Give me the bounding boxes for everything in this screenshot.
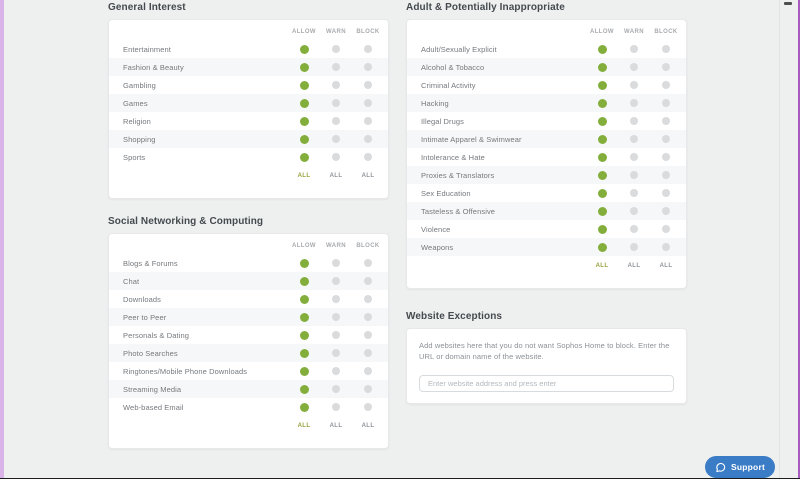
block-radio[interactable] bbox=[352, 313, 384, 321]
allow-dot-icon bbox=[598, 135, 607, 144]
warn-radio[interactable] bbox=[618, 171, 650, 179]
block-radio[interactable] bbox=[352, 331, 384, 339]
category-label: Games bbox=[123, 98, 148, 108]
warn-dot-icon bbox=[332, 135, 340, 143]
block-dot-icon bbox=[364, 259, 372, 267]
panel-adult-inappropriate bbox=[406, 2, 687, 289]
allow-radio[interactable] bbox=[288, 153, 320, 162]
block-dot-icon bbox=[364, 117, 372, 125]
warn-radio[interactable] bbox=[618, 63, 650, 71]
category-card bbox=[406, 19, 687, 289]
category-row bbox=[109, 380, 388, 398]
warn-radio[interactable] bbox=[320, 313, 352, 321]
allow-radio[interactable] bbox=[586, 63, 618, 72]
block-dot-icon bbox=[662, 207, 670, 215]
warn-radio[interactable] bbox=[320, 367, 352, 375]
block-radio[interactable] bbox=[352, 259, 384, 267]
category-label: Tasteless & Offensive bbox=[421, 206, 496, 216]
allow-radio[interactable] bbox=[586, 81, 618, 90]
allow-dot-icon bbox=[300, 313, 309, 322]
allow-radio[interactable] bbox=[288, 403, 320, 412]
block-column-header: BLOCK bbox=[356, 243, 380, 249]
warn-dot-icon bbox=[332, 63, 340, 71]
block-radio[interactable] bbox=[352, 367, 384, 375]
block-dot-icon bbox=[364, 81, 372, 89]
category-card bbox=[108, 233, 389, 449]
category-label: Adult/Sexually Explicit bbox=[421, 44, 497, 54]
warn-dot-icon bbox=[630, 81, 638, 89]
warn-radio[interactable] bbox=[618, 45, 650, 53]
block-radio[interactable] bbox=[650, 207, 682, 215]
warn-dot-icon bbox=[332, 349, 340, 357]
category-label: Weapons bbox=[421, 242, 454, 252]
block-dot-icon bbox=[364, 295, 372, 303]
allow-radio[interactable] bbox=[586, 171, 618, 180]
warn-dot-icon bbox=[332, 277, 340, 285]
allow-radio[interactable] bbox=[586, 243, 618, 252]
block-radio[interactable] bbox=[650, 45, 682, 53]
block-radio[interactable] bbox=[352, 81, 384, 89]
allow-dot-icon bbox=[300, 331, 309, 340]
category-row bbox=[407, 130, 686, 148]
panel-title: Website Exceptions bbox=[406, 311, 503, 322]
panel-title: Adult & Potentially Inappropriate bbox=[406, 2, 565, 13]
block-dot-icon bbox=[364, 403, 372, 411]
block-dot-icon bbox=[364, 331, 372, 339]
allow-dot-icon bbox=[598, 207, 607, 216]
allow-column-header: ALLOW bbox=[590, 29, 614, 35]
allow-radio[interactable] bbox=[288, 135, 320, 144]
website-exceptions-description: Add websites here that you do not want Sophos Home to block. Enter the URL or domain name of the website. bbox=[419, 341, 670, 361]
category-label: Downloads bbox=[123, 294, 162, 304]
category-label: Intimate Apparel & Swimwear bbox=[421, 134, 522, 144]
block-radio[interactable] bbox=[650, 171, 682, 179]
allow-radio[interactable] bbox=[586, 117, 618, 126]
block-dot-icon bbox=[364, 45, 372, 53]
all-warn-button[interactable]: ALL bbox=[329, 173, 343, 179]
allow-dot-icon bbox=[300, 81, 309, 90]
warn-radio[interactable] bbox=[618, 99, 650, 107]
allow-radio[interactable] bbox=[288, 331, 320, 340]
allow-dot-icon bbox=[300, 349, 309, 358]
warn-radio[interactable] bbox=[618, 135, 650, 143]
category-row bbox=[109, 76, 388, 94]
all-warn-button[interactable]: ALL bbox=[329, 423, 343, 429]
block-dot-icon bbox=[662, 135, 670, 143]
category-label: Proxies & Translators bbox=[421, 170, 495, 180]
allow-radio[interactable] bbox=[288, 349, 320, 358]
category-row bbox=[407, 112, 686, 130]
allow-dot-icon bbox=[598, 153, 607, 162]
warn-radio[interactable] bbox=[618, 117, 650, 125]
allow-dot-icon bbox=[300, 45, 309, 54]
warn-dot-icon bbox=[332, 367, 340, 375]
block-radio[interactable] bbox=[352, 403, 384, 411]
warn-dot-icon bbox=[630, 153, 638, 161]
allow-dot-icon bbox=[300, 295, 309, 304]
scrollbar-track bbox=[779, 0, 780, 479]
category-row bbox=[407, 202, 686, 220]
allow-radio[interactable] bbox=[288, 385, 320, 394]
all-allow-button[interactable]: ALL bbox=[595, 263, 609, 269]
category-label: Web-based Email bbox=[123, 402, 184, 412]
category-label: Sports bbox=[123, 152, 146, 162]
all-block-button[interactable]: ALL bbox=[361, 423, 375, 429]
allow-dot-icon bbox=[300, 385, 309, 394]
block-dot-icon bbox=[364, 277, 372, 285]
block-column-header: BLOCK bbox=[654, 29, 678, 35]
block-radio[interactable] bbox=[352, 385, 384, 393]
category-label: Entertainment bbox=[123, 44, 171, 54]
allow-radio[interactable] bbox=[288, 117, 320, 126]
block-radio[interactable] bbox=[650, 63, 682, 71]
allow-dot-icon bbox=[598, 225, 607, 234]
block-dot-icon bbox=[364, 63, 372, 71]
warn-radio[interactable] bbox=[320, 81, 352, 89]
warn-dot-icon bbox=[630, 207, 638, 215]
allow-dot-icon bbox=[300, 403, 309, 412]
warn-column-header: WARN bbox=[326, 243, 346, 249]
category-row bbox=[109, 40, 388, 58]
block-radio[interactable] bbox=[352, 99, 384, 107]
allow-radio[interactable] bbox=[288, 295, 320, 304]
warn-dot-icon bbox=[332, 259, 340, 267]
allow-dot-icon bbox=[598, 99, 607, 108]
warn-radio[interactable] bbox=[618, 225, 650, 233]
warn-radio[interactable] bbox=[320, 99, 352, 107]
allow-radio[interactable] bbox=[288, 367, 320, 376]
left-column bbox=[108, 0, 389, 449]
allow-radio[interactable] bbox=[288, 63, 320, 72]
category-row bbox=[109, 344, 388, 362]
category-row bbox=[109, 308, 388, 326]
block-radio[interactable] bbox=[352, 135, 384, 143]
warn-radio[interactable] bbox=[320, 403, 352, 411]
category-row bbox=[109, 362, 388, 380]
allow-dot-icon bbox=[598, 189, 607, 198]
category-label: Blogs & Forums bbox=[123, 258, 178, 268]
warn-dot-icon bbox=[332, 385, 340, 393]
category-row bbox=[109, 254, 388, 272]
block-radio[interactable] bbox=[650, 189, 682, 197]
warn-radio[interactable] bbox=[320, 331, 352, 339]
block-dot-icon bbox=[662, 153, 670, 161]
warn-radio[interactable] bbox=[320, 295, 352, 303]
warn-radio[interactable] bbox=[320, 117, 352, 125]
warn-dot-icon bbox=[332, 117, 340, 125]
block-dot-icon bbox=[364, 313, 372, 321]
allow-dot-icon bbox=[598, 81, 607, 90]
warn-dot-icon bbox=[332, 153, 340, 161]
column-headers bbox=[109, 24, 388, 40]
allow-dot-icon bbox=[598, 63, 607, 72]
warn-dot-icon bbox=[332, 331, 340, 339]
category-label: Chat bbox=[123, 276, 140, 286]
block-radio[interactable] bbox=[650, 99, 682, 107]
all-block-button[interactable]: ALL bbox=[659, 263, 673, 269]
warn-radio[interactable] bbox=[320, 277, 352, 285]
category-row bbox=[407, 166, 686, 184]
category-row bbox=[109, 112, 388, 130]
warn-radio[interactable] bbox=[320, 385, 352, 393]
panel-website-exceptions bbox=[406, 311, 687, 404]
block-dot-icon bbox=[364, 153, 372, 161]
allow-dot-icon bbox=[598, 45, 607, 54]
block-radio[interactable] bbox=[352, 153, 384, 161]
block-radio[interactable] bbox=[650, 135, 682, 143]
category-row bbox=[407, 220, 686, 238]
category-label: Intolerance & Hate bbox=[421, 152, 485, 162]
allow-radio[interactable] bbox=[288, 45, 320, 54]
all-warn-button[interactable]: ALL bbox=[627, 263, 641, 269]
block-dot-icon bbox=[364, 135, 372, 143]
category-label: Personals & Dating bbox=[123, 330, 190, 340]
all-allow-button[interactable]: ALL bbox=[297, 423, 311, 429]
category-row bbox=[109, 148, 388, 166]
allow-column-header: ALLOW bbox=[292, 29, 316, 35]
window-left-strip bbox=[0, 0, 4, 479]
warn-dot-icon bbox=[332, 99, 340, 107]
warn-radio[interactable] bbox=[618, 153, 650, 161]
warn-dot-icon bbox=[332, 295, 340, 303]
block-radio[interactable] bbox=[352, 117, 384, 125]
category-label: Fashion & Beauty bbox=[123, 62, 184, 72]
category-row bbox=[109, 130, 388, 148]
category-label: Peer to Peer bbox=[123, 312, 167, 322]
block-dot-icon bbox=[662, 117, 670, 125]
category-row bbox=[407, 238, 686, 256]
block-dot-icon bbox=[662, 225, 670, 233]
block-dot-icon bbox=[662, 63, 670, 71]
category-card bbox=[108, 19, 389, 199]
chat-bubble-icon bbox=[715, 462, 726, 473]
category-label: Sex Education bbox=[421, 188, 471, 198]
panel-title: Social Networking & Computing bbox=[108, 216, 264, 227]
warn-radio[interactable] bbox=[618, 81, 650, 89]
allow-radio[interactable] bbox=[586, 45, 618, 54]
block-radio[interactable] bbox=[650, 153, 682, 161]
allow-radio[interactable] bbox=[586, 207, 618, 216]
all-block-button[interactable]: ALL bbox=[361, 173, 375, 179]
block-radio[interactable] bbox=[352, 349, 384, 357]
block-dot-icon bbox=[364, 349, 372, 357]
category-label: Alcohol & Tobacco bbox=[421, 62, 485, 72]
warn-dot-icon bbox=[630, 135, 638, 143]
warn-radio[interactable] bbox=[320, 153, 352, 161]
category-label: Streaming Media bbox=[123, 384, 182, 394]
block-column-header: BLOCK bbox=[356, 29, 380, 35]
allow-radio[interactable] bbox=[288, 277, 320, 286]
allow-dot-icon bbox=[300, 135, 309, 144]
warn-column-header: WARN bbox=[624, 29, 644, 35]
allow-column-header: ALLOW bbox=[292, 243, 316, 249]
block-dot-icon bbox=[364, 367, 372, 375]
website-exception-input[interactable] bbox=[419, 375, 674, 392]
category-label: Religion bbox=[123, 116, 151, 126]
warn-radio[interactable] bbox=[320, 63, 352, 71]
website-exceptions-card bbox=[406, 328, 687, 404]
allow-radio[interactable] bbox=[288, 259, 320, 268]
block-dot-icon bbox=[662, 189, 670, 197]
warn-dot-icon bbox=[630, 45, 638, 53]
warn-dot-icon bbox=[332, 81, 340, 89]
block-radio[interactable] bbox=[352, 295, 384, 303]
warn-radio[interactable] bbox=[618, 243, 650, 251]
warn-dot-icon bbox=[630, 99, 638, 107]
allow-radio[interactable] bbox=[586, 189, 618, 198]
allow-radio[interactable] bbox=[586, 135, 618, 144]
allow-dot-icon bbox=[300, 367, 309, 376]
allow-dot-icon bbox=[300, 117, 309, 126]
category-row bbox=[109, 272, 388, 290]
category-row bbox=[407, 184, 686, 202]
warn-radio[interactable] bbox=[320, 259, 352, 267]
block-radio[interactable] bbox=[650, 243, 682, 251]
block-radio[interactable] bbox=[650, 117, 682, 125]
allow-radio[interactable] bbox=[586, 225, 618, 234]
all-row bbox=[407, 256, 686, 276]
support-button-label: Support bbox=[731, 462, 765, 472]
allow-dot-icon bbox=[598, 117, 607, 126]
warn-dot-icon bbox=[630, 225, 638, 233]
category-label: Hacking bbox=[421, 98, 449, 108]
block-dot-icon bbox=[364, 385, 372, 393]
right-column bbox=[406, 0, 687, 404]
allow-radio[interactable] bbox=[586, 99, 618, 108]
warn-radio[interactable] bbox=[320, 349, 352, 357]
allow-radio[interactable] bbox=[586, 153, 618, 162]
allow-dot-icon bbox=[598, 243, 607, 252]
allow-dot-icon bbox=[300, 99, 309, 108]
category-row bbox=[109, 290, 388, 308]
category-label: Shopping bbox=[123, 134, 156, 144]
block-radio[interactable] bbox=[352, 277, 384, 285]
warn-dot-icon bbox=[630, 63, 638, 71]
all-row bbox=[109, 416, 388, 436]
category-row bbox=[109, 58, 388, 76]
warn-radio[interactable] bbox=[320, 45, 352, 53]
allow-radio[interactable] bbox=[288, 81, 320, 90]
panel-social-networking bbox=[108, 216, 389, 449]
block-radio[interactable] bbox=[650, 81, 682, 89]
category-label: Gambling bbox=[123, 80, 156, 90]
category-row bbox=[109, 326, 388, 344]
warn-radio[interactable] bbox=[618, 189, 650, 197]
category-row bbox=[407, 94, 686, 112]
block-dot-icon bbox=[662, 45, 670, 53]
allow-dot-icon bbox=[300, 153, 309, 162]
warn-dot-icon bbox=[332, 45, 340, 53]
scrollbar-thumb[interactable] bbox=[784, 2, 792, 5]
block-dot-icon bbox=[662, 81, 670, 89]
warn-column-header: WARN bbox=[326, 29, 346, 35]
all-row bbox=[109, 166, 388, 186]
allow-dot-icon bbox=[300, 63, 309, 72]
block-radio[interactable] bbox=[352, 63, 384, 71]
block-dot-icon bbox=[662, 171, 670, 179]
block-dot-icon bbox=[662, 99, 670, 107]
allow-radio[interactable] bbox=[288, 99, 320, 108]
panel-title: General Interest bbox=[108, 2, 186, 13]
warn-dot-icon bbox=[630, 243, 638, 251]
allow-radio[interactable] bbox=[288, 313, 320, 322]
category-label: Ringtones/Mobile Phone Downloads bbox=[123, 366, 248, 376]
category-row bbox=[407, 148, 686, 166]
block-radio[interactable] bbox=[650, 225, 682, 233]
warn-dot-icon bbox=[630, 117, 638, 125]
block-dot-icon bbox=[364, 99, 372, 107]
panel-general-interest bbox=[108, 2, 389, 199]
column-headers bbox=[407, 24, 686, 40]
category-label: Violence bbox=[421, 224, 451, 234]
support-button[interactable] bbox=[705, 456, 775, 478]
category-label: Photo Searches bbox=[123, 348, 178, 358]
category-row bbox=[109, 398, 388, 416]
allow-dot-icon bbox=[300, 259, 309, 268]
block-dot-icon bbox=[662, 243, 670, 251]
warn-dot-icon bbox=[332, 313, 340, 321]
allow-dot-icon bbox=[598, 171, 607, 180]
warn-radio[interactable] bbox=[320, 135, 352, 143]
category-label: Illegal Drugs bbox=[421, 116, 464, 126]
warn-dot-icon bbox=[630, 189, 638, 197]
category-label: Criminal Activity bbox=[421, 80, 476, 90]
column-headers bbox=[109, 238, 388, 254]
category-row bbox=[407, 76, 686, 94]
all-allow-button[interactable]: ALL bbox=[297, 173, 311, 179]
block-radio[interactable] bbox=[352, 45, 384, 53]
allow-dot-icon bbox=[300, 277, 309, 286]
category-row bbox=[407, 58, 686, 76]
warn-radio[interactable] bbox=[618, 207, 650, 215]
category-row bbox=[109, 94, 388, 112]
warn-dot-icon bbox=[332, 403, 340, 411]
category-row bbox=[407, 40, 686, 58]
warn-dot-icon bbox=[630, 171, 638, 179]
